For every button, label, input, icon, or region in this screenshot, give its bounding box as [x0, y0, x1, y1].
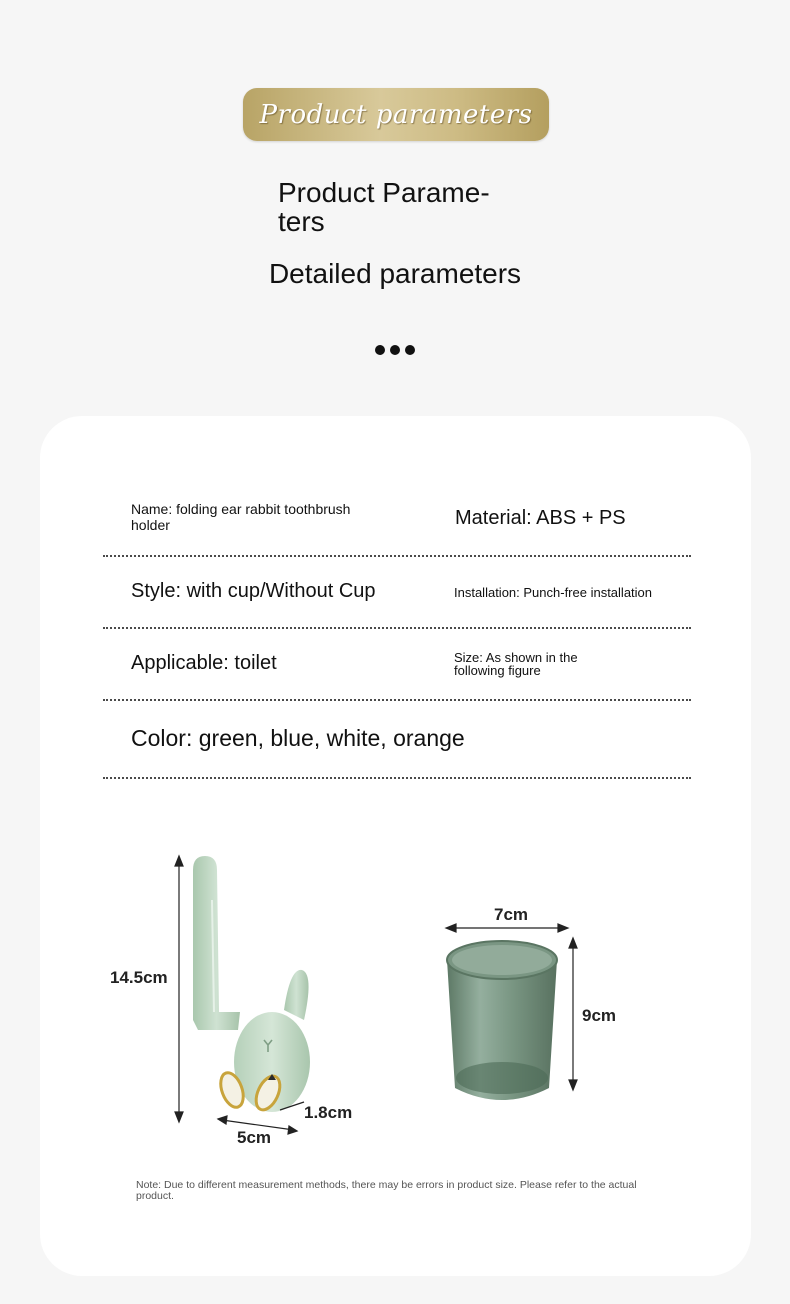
row-divider — [103, 777, 691, 779]
cup-width-label: 7cm — [494, 905, 529, 924]
param-name: Name: folding ear rabbit toothbrush holder — [131, 501, 351, 533]
ellipsis-dots-icon — [375, 345, 415, 355]
rabbit-holder-image — [193, 856, 310, 1114]
param-applicable: Applicable: toilet — [131, 652, 277, 674]
param-size: Size: As shown in the following figure — [454, 650, 578, 678]
param-installation: Installation: Punch-free installation — [454, 585, 653, 600]
holder-height-label: 14.5cm — [110, 968, 168, 987]
size-note: Note: Due to different measurement methods, there may be errors in product size. Please refer to the actual product. — [136, 1179, 637, 1202]
page-subtitle: Detailed parameters — [268, 258, 522, 289]
holder-height-arrow — [175, 856, 183, 1122]
cup-image — [447, 941, 557, 1100]
param-color: Color: green, blue, white, orange — [131, 725, 465, 751]
product-dimension-figure — [0, 840, 790, 1160]
row-divider — [103, 627, 691, 629]
badge-text: Product parameters — [259, 99, 533, 130]
row-divider — [103, 555, 691, 557]
holder-depth-label: 1.8cm — [304, 1103, 353, 1122]
cup-height-label: 9cm — [582, 1006, 617, 1025]
section-badge — [243, 88, 549, 141]
param-material: Material: ABS + PS — [455, 507, 626, 529]
page-title: Product Parame-ters — [278, 177, 490, 237]
row-divider — [103, 699, 691, 701]
cup-height-arrow — [569, 938, 577, 1090]
holder-width-label: 5cm — [237, 1128, 272, 1147]
cup-width-arrow — [446, 924, 568, 932]
param-style: Style: with cup/Without Cup — [131, 580, 376, 602]
